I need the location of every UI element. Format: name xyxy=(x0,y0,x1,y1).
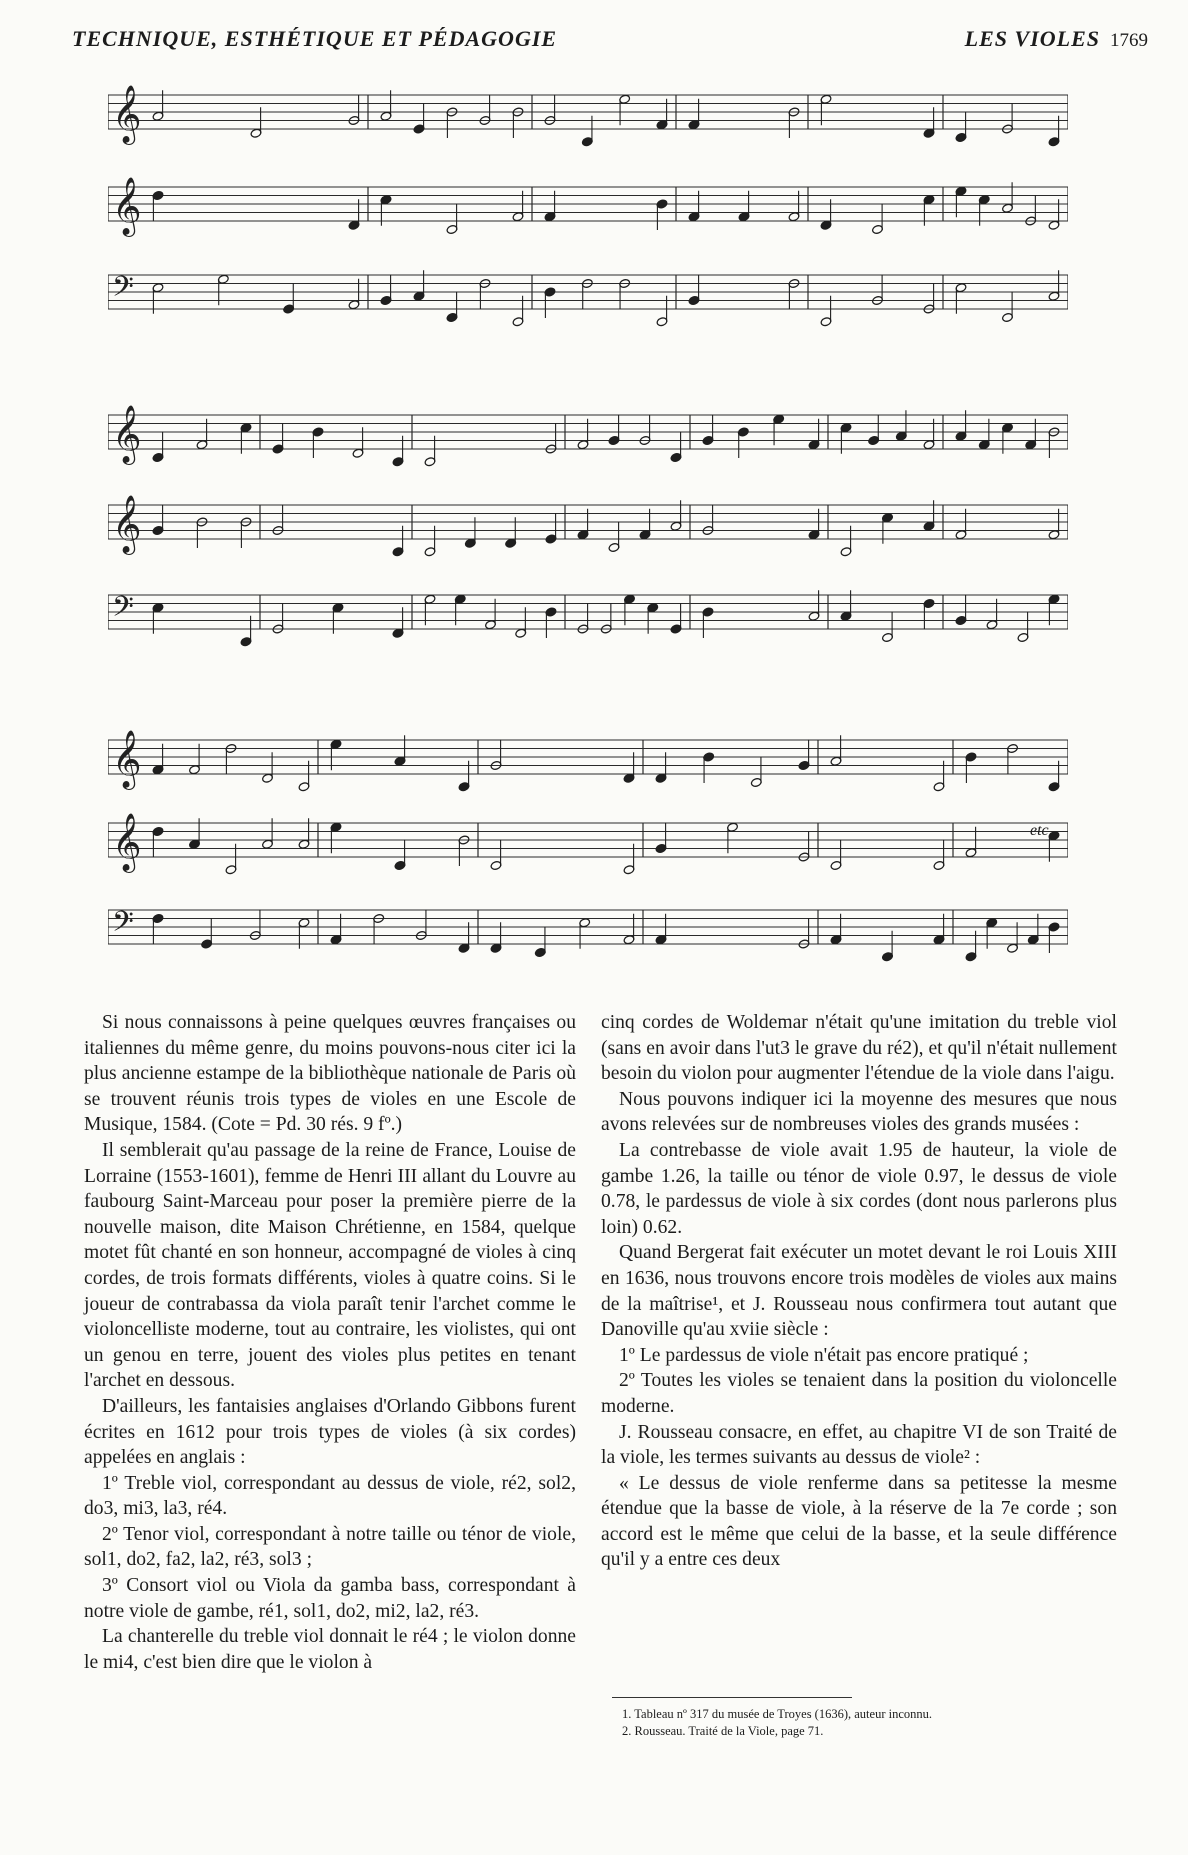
paragraph: 1º Treble viol, correspondant au dessus de viole, ré2, sol2, do3, mi3, la3, ré4. xyxy=(84,1472,576,1520)
score-end-marking: etc xyxy=(1030,822,1049,839)
paragraph: La chanterelle du treble viol donnait le ré4 ; le violon donne le mi4, c'est bien dire que le violon à xyxy=(84,1626,576,1673)
bass-clef-icon: 𝄢 xyxy=(112,590,134,631)
paragraph: 2º Toutes les violes se tenaient dans la position du violoncelle moderne. xyxy=(601,1370,1117,1417)
paragraph: J. Rousseau consacre, en effet, au chapitre VI de son Traité de la viole, les termes suivants au dessus de viole² : xyxy=(601,1421,1117,1469)
paragraph: D'ailleurs, les fantaisies anglaises d'Orlando Gibbons furent écrites en 1612 pour trois types de violes (à six cordes) appelées en anglais : xyxy=(84,1395,576,1469)
footnote: 2. Rousseau. Traité de la Viole, page 71. xyxy=(622,1724,824,1738)
paragraph: 2º Tenor viol, correspondant à notre taille ou ténor de viole, sol1, do2, fa2, la2, ré3, sol3 ; xyxy=(84,1523,576,1571)
paragraph: cinq cordes de Woldemar n'était qu'une imitation du treble viol (sans en avoir dans l'ut3 le grave du ré2), et qu'il n'était nullement besoin du violon pour augmenter l'étendue de la viole dans l'aigu. xyxy=(601,1012,1117,1085)
paragraph: Quand Bergerat fait exécuter un motet devant le roi Louis XIII en 1636, nous trouvons encore trois modèles de violes aux mains de la maîtrise¹, et J. Rousseau nous confirmera tout autant que Danoville qu'au xviie siècle : xyxy=(601,1242,1117,1341)
bass-clef-icon: 𝄢 xyxy=(112,270,134,311)
paragraph: Si nous connaissons à peine quelques œuvres françaises ou italiennes du même genre, du moins pouvons-nous citer ici la plus ancienne estampe de la bibliothèque nationale de Paris où se trouvent réunis trois types de violes en une Escole de Musique, 1584. (Cote = Pd. 30 rés. 9 fº.) xyxy=(84,1012,576,1136)
paragraph: « Le dessus de viole renferme dans sa petitesse la mesme étendue que la basse de viole, à la réserve de la 7e corde ; son accord est le même que celui de la basse, et la seule différence qu'il y a entre ces deux xyxy=(601,1472,1117,1571)
footnote-rule xyxy=(612,1697,852,1698)
page-number: 1769 xyxy=(1110,30,1148,51)
treble-clef-icon: 𝄞 xyxy=(112,812,142,871)
music-score xyxy=(108,75,1068,970)
treble-clef-icon: 𝄞 xyxy=(112,404,142,463)
footnotes xyxy=(612,1697,1112,1740)
treble-clef-icon: 𝄞 xyxy=(112,729,142,788)
treble-clef-icon: 𝄞 xyxy=(112,176,142,235)
running-header-title: LES VIOLES xyxy=(964,26,1100,51)
running-header-left: TECHNIQUE, ESTHÉTIQUE ET PÉDAGOGIE xyxy=(72,26,558,51)
paragraph: Nous pouvons indiquer ici la moyenne des mesures que nous avons relevées sur de nombreuses violes des grands musées : xyxy=(601,1088,1117,1136)
running-header-right xyxy=(965,26,1148,52)
bass-clef-icon: 𝄢 xyxy=(112,905,134,946)
left-column xyxy=(84,1010,576,1675)
treble-clef-icon: 𝄞 xyxy=(112,84,142,143)
right-column xyxy=(601,1010,1117,1573)
treble-clef-icon: 𝄞 xyxy=(112,494,142,553)
paragraph: 1º Le pardessus de viole n'était pas encore pratiqué ; xyxy=(619,1344,1029,1366)
paragraph: La contrebasse de viole avait 1.95 de hauteur, la viole de gambe 1.26, la taille ou ténor de viole 0.97, le dessus de viole 0.78, le pardessus de viole à six cordes (dont nous parlerons plus loin) 0.62. xyxy=(601,1139,1117,1238)
paragraph: 3º Consort viol ou Viola da gamba bass, correspondant à notre viole de gambe, ré1, sol1, do2, mi2, la2, ré3. xyxy=(84,1575,576,1622)
music-score-image xyxy=(108,75,1068,970)
paragraph: Il semblerait qu'au passage de la reine de France, Louise de Lorraine (1553-1601), femme de Henri III allant du Louvre au faubourg Saint-Marceau pour poser la première pierre de la nouvelle maison, dite Maison Chrétienne, en 1584, quelque motet fût chanté en son honneur, accompagné de violes à cinq cordes, de trois formats différents, violes à quatre coins. Si le joueur de contrabassa da viola paraît tenir l'archet comme le violoncelliste moderne, tout au contraire, les violistes, qui ont un genou en terre, jouent des violes plus petites en tenant l'archet en dessous. xyxy=(84,1139,576,1392)
footnote: 1. Tableau nº 317 du musée de Troyes (1636), auteur inconnu. xyxy=(622,1707,933,1721)
